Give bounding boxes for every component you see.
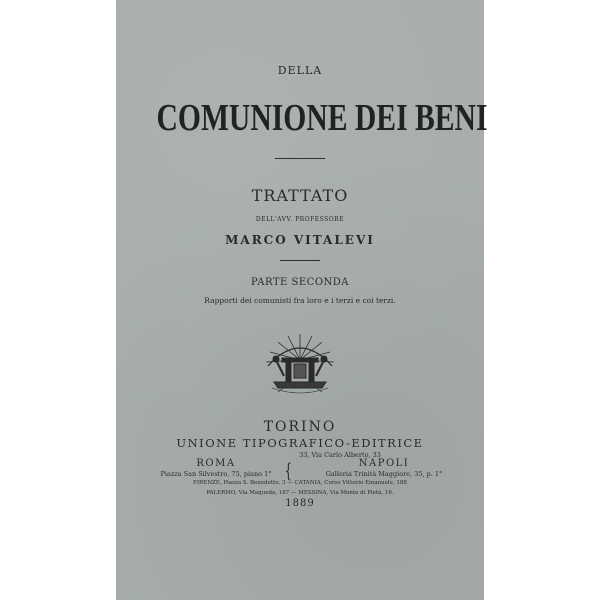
book-genre: TRATTATO — [251, 186, 349, 205]
book-title: COMUNIONE DEI BENI — [156, 97, 488, 139]
book-subtitle: Rapporti dei comunisti fra loro e i terzi e coi terzi. — [204, 296, 396, 305]
volume-part: PARTE SECONDA — [250, 277, 350, 288]
imprint-city: TORINO — [263, 419, 337, 435]
branch-address: Galleria Trinità Maggiore, 35, p. 1° — [325, 470, 443, 478]
publisher-address: 33, Via Carlo Alberto, 33 — [299, 451, 381, 459]
branch-city: ROMA — [196, 458, 236, 469]
other-branches-line: PALERMO, Via Maqueda, 187 — MESSINA, Via Monte di Pietà, 16. — [206, 490, 394, 496]
publisher-name: UNIONE TIPOGRAFICO-EDITRICE — [176, 436, 424, 450]
branch-city: NAPOLI — [358, 458, 410, 469]
divider-rule — [280, 260, 320, 261]
branch-address: Piazza San Silvestro, 75, piano 1° — [160, 470, 272, 478]
divider-rule — [275, 158, 325, 159]
title-preposition: DELLA — [277, 64, 323, 77]
publication-year: 1889 — [285, 498, 315, 509]
title-page — [116, 0, 488, 600]
branch-napoli — [294, 458, 474, 478]
other-branches-line: FIRENZE, Piazza S. Benedetto, 3 — CATANIA, Corso Vittorio Emanuele, 188 — [193, 480, 407, 486]
publisher-emblem-icon — [258, 330, 342, 400]
brace-divider: { — [284, 458, 293, 482]
author-byline: DELL'AVV. PROFESSORE — [255, 216, 345, 223]
author-name: MARCO VITALEVI — [225, 233, 375, 247]
branch-roma — [146, 458, 286, 478]
